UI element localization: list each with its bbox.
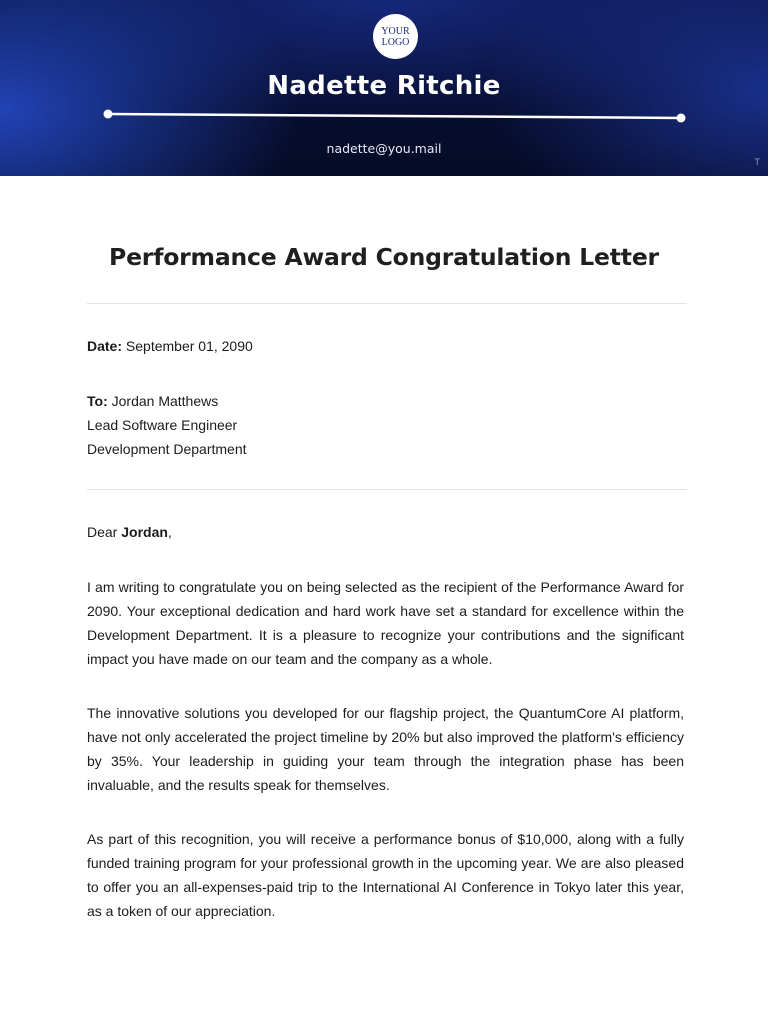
greeting (87, 520, 684, 544)
logo-text-line1: YOUR (381, 25, 410, 37)
line-endpoint-left (104, 110, 113, 119)
paragraph-1: I am writing to congratulate you on being selected as the recipient of the Performance Award for 2090. Your exceptional dedication and hard work have set a standard for excellence within the Development Department. It is a pleasure to recognize your contributions and the significant impact you have made on our team and the company as a whole. (87, 579, 684, 667)
divider-middle (87, 489, 687, 490)
date-line (87, 334, 684, 358)
date-value: September 01, 2090 (125, 338, 253, 354)
date-label: Date: (87, 338, 123, 354)
sender-email: nadette@you.mail (326, 141, 442, 156)
paragraph-3: As part of this recognition, you will receive a performance bonus of $10,000, along with a fully funded training program for your professional growth in the upcoming year. We are also pleased to offer you an all-expenses-paid trip to the International AI Conference in Tokyo later this year, as a token of our appreciation. (87, 831, 684, 919)
greeting-name: Jordan (121, 524, 168, 540)
greeting-prefix: Dear (87, 524, 122, 540)
recipient-department: Development Department (87, 441, 247, 457)
logo-text-line2: LOGO (381, 36, 410, 48)
to-label: To: (87, 393, 108, 409)
corner-mark: T (754, 158, 760, 168)
paragraph-2: The innovative solutions you developed for our flagship project, the QuantumCore AI platform, have not only accelerated the project timeline by 20% but also improved the platform's efficiency by 35%. Your leadership in guiding your team through the integration phase has been invaluable, and the results speak for themselves. (87, 705, 684, 793)
recipient-block (87, 389, 684, 461)
sender-name: Nadette Ritchie (267, 71, 501, 101)
recipient-title: Lead Software Engineer (87, 417, 238, 433)
recipient-name: Jordan Matthews (111, 393, 219, 409)
line-endpoint-right (677, 114, 686, 123)
letter-title: Performance Award Congratulation Letter (109, 243, 659, 271)
recipient-name-line (87, 389, 684, 413)
letterhead-banner (0, 0, 768, 176)
divider-top (87, 303, 687, 304)
greeting-suffix: , (167, 524, 172, 540)
